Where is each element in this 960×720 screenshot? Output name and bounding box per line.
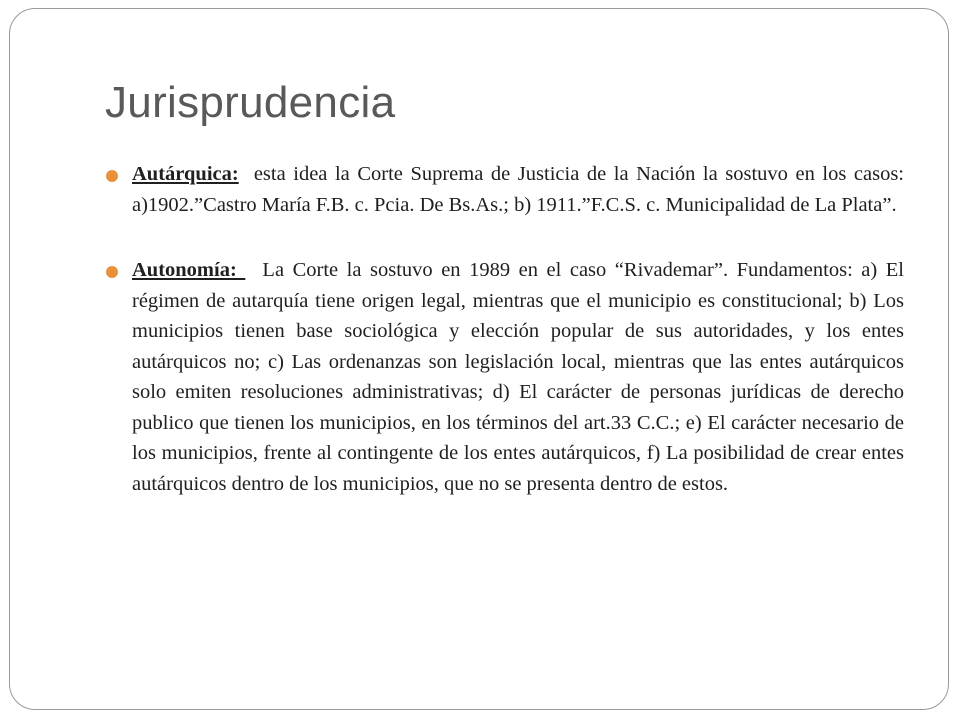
bullet-term: Autonomía:: [132, 259, 246, 281]
bullet-dot-icon: [106, 266, 118, 278]
bullet-body: esta idea la Corte Suprema de Justicia de la Nación la sostuvo en los casos: a)1902.”Castro María F.B. c. Pcia. De Bs.As.; b) 1911.”F.C.S. c. Municipalidad de La Plata”.: [132, 163, 904, 216]
bullet-list: [132, 159, 904, 524]
bullet-item-autarquica: [132, 159, 904, 220]
bullet-item-autonomia: [132, 255, 904, 499]
bullet-term: Autárquica:: [132, 163, 239, 185]
bullet-body: La Corte la sostuvo en 1989 en el caso “Rivademar”. Fundamentos: a) El régimen de autarquía tiene origen legal, mientras que el municipio es constitucional; b) Los municipios tienen base sociológica y elección popular de sus autoridades, y los entes autárquicos no; c) Las ordenanzas son legislación local, mientras que las entes autárquicos solo emiten resoluciones administrativas; d) El carácter de personas jurídicas de derecho publico que tienen los municipios, en los términos del art.33 C.C.; e) El carácter necesario de los municipios, frente al contingente de los entes autárquicos, f) La posibilidad de crear entes autárquicos dentro de los municipios, que no se presenta dentro de estos.: [132, 259, 904, 495]
slide-title: Jurisprudencia: [105, 78, 396, 127]
bullet-text: [132, 159, 904, 220]
bullet-text: [132, 255, 904, 499]
bullet-dot-icon: [106, 170, 118, 182]
